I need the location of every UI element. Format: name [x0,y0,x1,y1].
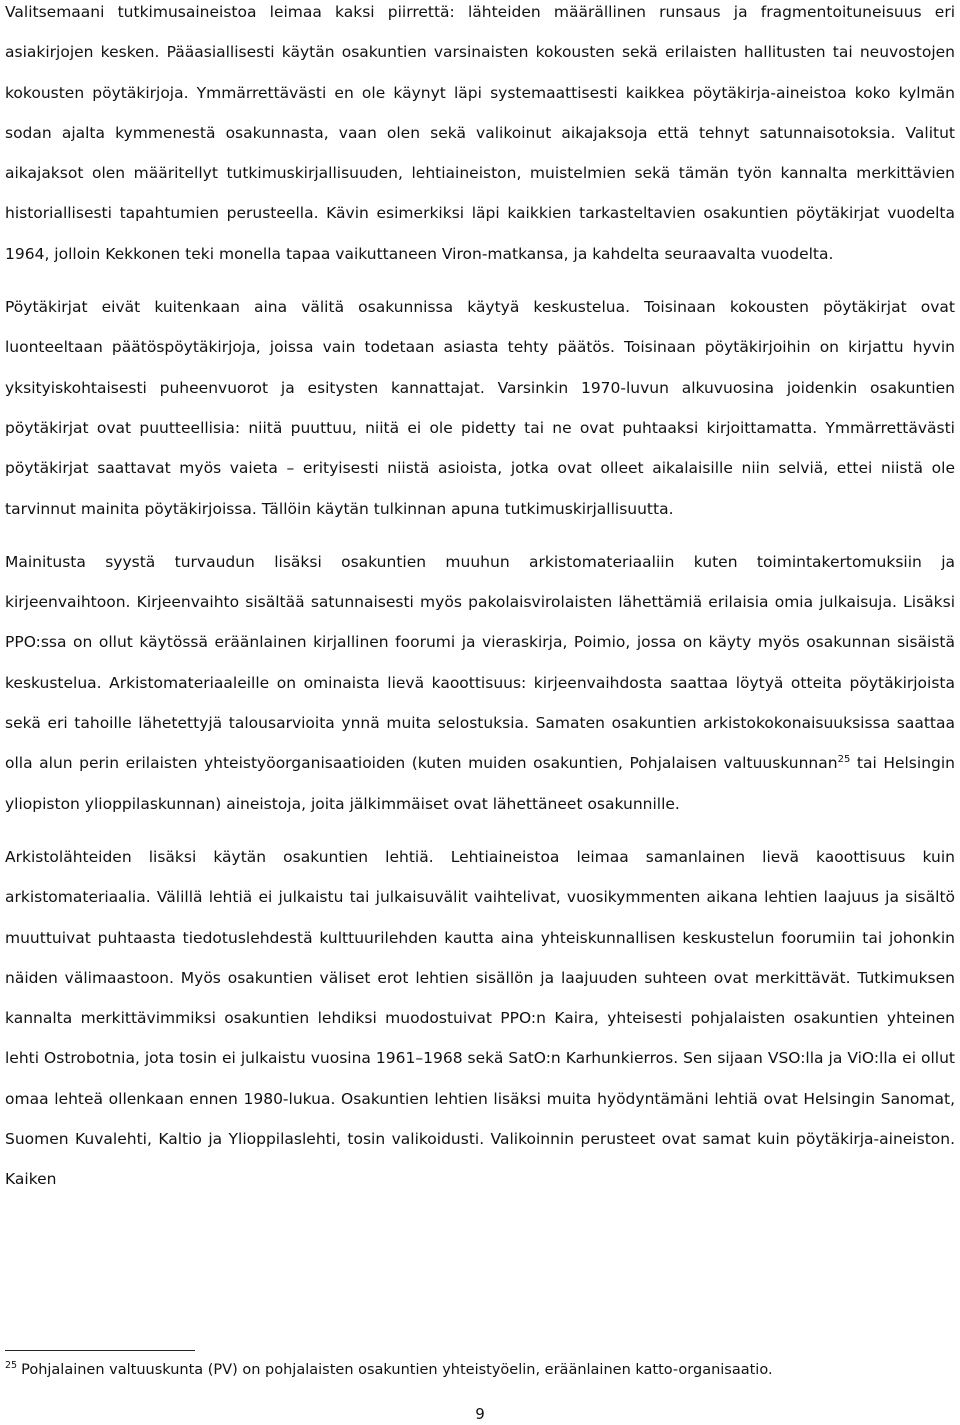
paragraph-3 [5,542,955,824]
body-text [5,0,955,1200]
footnote [5,1360,955,1380]
footnote-text: Pohjalainen valtuuskunta (PV) on pohjalaisten osakuntien yhteistyöelin, eräänlainen katto-organisaatio. [21,1362,773,1378]
paragraph-3-text-before-note: Mainitusta syystä turvaudun lisäksi osakuntien muuhun arkistomateriaaliin kuten toimintakertomuksiin ja kirjeenvaihtoon. Kirjeenvaihto sisältää satunnaisesti myös pakolaisvirolaisten lähettämiä erilaisia omia julkaisuja. Lisäksi PPO:ssa on ollut käytössä eräänlainen kirjallinen foorumi ja vieraskirja, Poimio, jossa on käyty myös osakunnan sisäistä keskustelua. Arkistomateriaaleille on ominaista lievä kaoottisuus: kirjeenvaihdosta saattaa löytyä otteita pöytäkirjoista sekä eri tahoille lähetettyjä talousarvioita ynnä muita selostuksia. Samaten osakuntien arkistokokonaisuuksissa saattaa olla alun perin erilaisten yhteistyöorganisaatioiden (kuten muiden osakuntien, Pohjalaisen valtuuskunnan [5,552,955,773]
footnote-number: 25 [5,1360,18,1372]
footnote-separator [5,1350,195,1351]
paragraph-4: Arkistolähteiden lisäksi käytän osakuntien lehtiä. Lehtiaineistoa leimaa samanlainen lievä kaoottisuus kuin arkistomateriaalia. Välillä lehtiä ei julkaistu tai julkaisuvälit vaihtelivat, vuosikymmenten aikana lehtien laajuus ja sisältö muuttuivat puhtaasta tiedotuslehdestä kulttuurilehden kautta aina yhteiskunnallisen keskustelun foorumiin tai johonkin näiden välimaastoon. Myös osakuntien väliset erot lehtien sisällön ja laajuuden suhteen ovat merkittävät. Tutkimuksen kannalta merkittävimmiksi osakuntien lehdiksi muodostuivat PPO:n Kaira, yhteisesti pohjalaisten osakuntien yhteinen lehti Ostrobotnia, jota tosin ei julkaistu vuosina 1961–1968 sekä SatO:n Karhunkierros. Sen sijaan VSO:lla ja ViO:lla ei ollut omaa lehteä ollenkaan ennen 1980-lukua. Osakuntien lehtien lisäksi muita hyödyntämäni lehtiä ovat Helsingin Sanomat, Suomen Kuvalehti, Kaltio ja Ylioppilaslehti, tosin valikoidusti. Valikoinnin perusteet ovat samat kuin pöytäkirja-aineiston. Kaiken [5,847,955,1189]
footnote-reference[interactable]: 25 [837,754,851,766]
paragraph-1: Valitsemaani tutkimusaineistoa leimaa kaksi piirrettä: lähteiden määrällinen runsaus ja fragmentoituneisuus eri asiakirjojen kesken. Pääasiallisesti käytän osakuntien varsinaisten kokousten sekä erilaisten hallitusten tai neuvostojen kokousten pöytäkirjoja. Ymmärrettävästi en ole käynyt läpi systemaattisesti kaikkea pöytäkirja-aineistoa koko kylmän sodan ajalta kymmenestä osakunnasta, vaan olen sekä valikoinut aikajaksoja että tehnyt satunnaisotoksia. Valitut aikajaksot olen määritellyt tutkimuskirjallisuuden, lehtiaineiston, muistelmien sekä tämän työn kannalta merkittävien historiallisesti tapahtumien perusteella. Kävin esimerkiksi läpi kaikkien tarkasteltavien osakuntien pöytäkirjat vuodelta 1964, jolloin Kekkonen teki monella tapaa vaikuttaneen Viron-matkansa, ja kahdelta seuraavalta vuodelta. [5,3,955,263]
page-number: 9 [475,1405,485,1423]
paragraph-3-text-after-note: tai Helsingin yliopiston ylioppilaskunnan) aineistoja, joita jälkimmäiset ovat lähettäneet osakunnille. [5,754,955,813]
paragraph-2: Pöytäkirjat eivät kuitenkaan aina välitä osakunnissa käytyä keskustelua. Toisinaan kokousten pöytäkirjat ovat luonteeltaan päätöspöytäkirjoja, joissa vain todetaan asiasta tehty päätös. Toisinaan pöytäkirjoihin on kirjattu hyvin yksityiskohtaisesti puheenvuorot ja esitysten kannattajat. Varsinkin 1970-luvun alkuvuosina joidenkin osakuntien pöytäkirjat ovat puutteellisia: niitä puuttuu, niitä ei ole pidetty tai ne ovat puhtaaksi kirjoittamatta. Ymmärrettävästi pöytäkirjat saattavat myös vaieta – erityisesti niistä asioista, jotka ovat olleet aikalaisille niin selviä, ettei niistä ole tarvinnut mainita pöytäkirjoissa. Tällöin käytän tulkinnan apuna tutkimuskirjallisuutta. [5,298,955,518]
